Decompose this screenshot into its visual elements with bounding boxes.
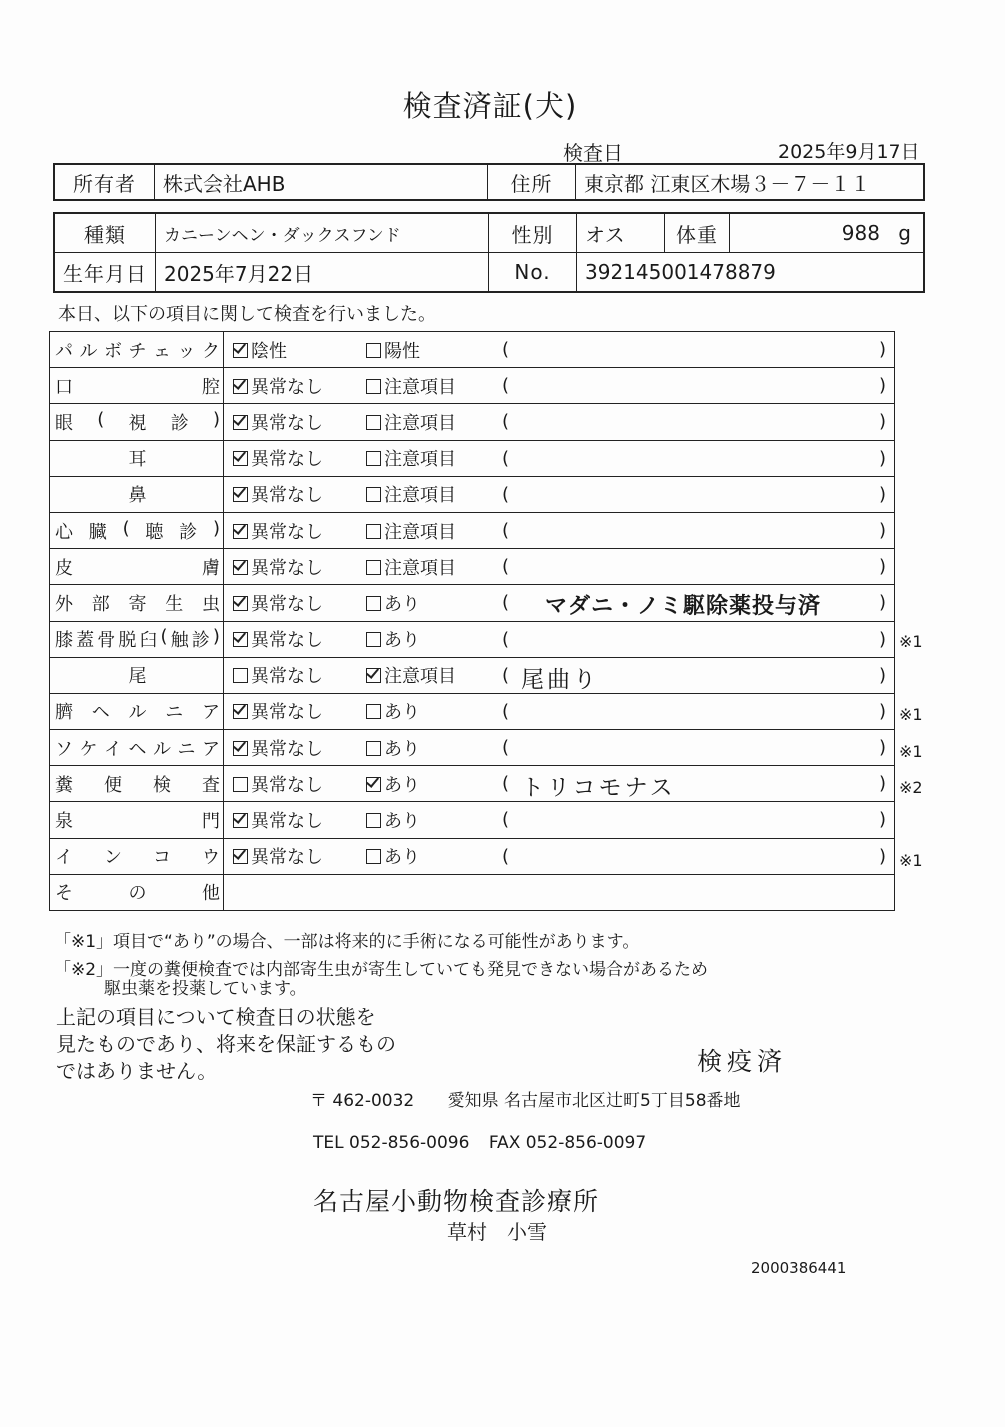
option-1-checkbox[interactable] — [233, 487, 248, 502]
option-1-cell — [224, 332, 367, 368]
open-paren: ( — [502, 411, 510, 433]
note-cell — [499, 621, 895, 657]
breed-value: カニーンヘン・ダックスフンド — [156, 213, 489, 253]
option-1-cell — [224, 512, 367, 548]
open-paren: ( — [502, 592, 510, 614]
postal-code: 〒 462-0032 — [310, 1091, 415, 1111]
close-paren: ) — [878, 592, 886, 614]
option-2-checkbox[interactable] — [366, 451, 381, 466]
quarantine-stamp: 検疫済 — [697, 1047, 788, 1076]
owner-value: 株式会社AHB — [155, 164, 488, 200]
open-paren: ( — [502, 845, 510, 867]
option-2-checkbox[interactable] — [366, 596, 381, 611]
option-1-checkbox[interactable] — [233, 451, 248, 466]
handwritten-note: トリコモナス — [521, 775, 676, 802]
item-name: 泉 門 — [55, 811, 220, 833]
option-2-label: あり — [384, 774, 420, 796]
inspection-date-label: 検査日 — [563, 141, 623, 165]
option-1-cell — [224, 476, 367, 512]
option-1-label: 異常なし — [251, 666, 323, 688]
note-cell — [499, 657, 895, 693]
clinic-address-line — [310, 1086, 741, 1111]
close-paren: ) — [878, 339, 886, 360]
note-cell — [499, 404, 895, 440]
option-2-cell — [366, 802, 499, 838]
option-1-cell — [224, 404, 367, 440]
item-name: ソ ケ イ ヘ ル ニ ア — [55, 738, 220, 760]
inspection-row — [50, 838, 895, 874]
option-2-cell — [366, 838, 499, 874]
option-2-cell — [366, 404, 499, 440]
option-2-label: あり — [384, 847, 420, 869]
close-paren: ) — [878, 773, 886, 795]
option-1-cell — [224, 621, 367, 657]
item-name: 糞 便 検 査 — [55, 774, 220, 796]
item-name-cell — [50, 368, 224, 404]
option-2-label: 注意項目 — [384, 485, 456, 507]
option-2-label: 注意項目 — [384, 412, 456, 434]
open-paren: ( — [502, 483, 510, 505]
note-cell — [499, 730, 895, 766]
open-paren: ( — [502, 628, 510, 650]
option-2-cell — [366, 440, 499, 476]
address-value: 東京都 江東区木場３－７－１１ — [576, 164, 925, 200]
number-value: 392145001478879 — [577, 253, 925, 293]
clinic-address: 愛知県 名古屋市北区辻町5丁目58番地 — [447, 1091, 741, 1111]
note-cell — [499, 549, 895, 585]
option-1-cell — [224, 730, 367, 766]
note-cell — [499, 802, 895, 838]
close-paren: ) — [878, 628, 886, 650]
option-1-label: 異常なし — [251, 485, 323, 507]
option-1-cell — [224, 657, 367, 693]
item-name-cell — [50, 585, 224, 621]
item-name-cell — [50, 693, 224, 729]
footnote-2-line1: 「※2」一度の糞便検査では内部寄生虫が寄生していても発見できない場合があるため — [54, 960, 709, 980]
inspection-row — [50, 621, 895, 657]
close-paren: ) — [878, 447, 886, 469]
weight-value: 988 — [841, 221, 880, 245]
inspection-date-value: 2025年9月17日 — [778, 141, 920, 163]
item-name-cell — [50, 549, 224, 585]
inspection-row — [50, 585, 895, 621]
item-name-cell — [50, 730, 224, 766]
inspection-row — [50, 368, 895, 404]
option-1-checkbox[interactable] — [233, 560, 248, 575]
option-2-checkbox[interactable] — [366, 343, 381, 358]
option-1-checkbox[interactable] — [233, 777, 248, 792]
inspection-row — [50, 730, 895, 766]
option-1-cell — [224, 693, 367, 729]
open-paren: ( — [502, 556, 510, 578]
option-1-checkbox[interactable] — [233, 668, 248, 683]
item-name: 臍 ヘ ル ニ ア — [55, 702, 220, 724]
disclaimer-line-1: 上記の項目について検査日の状態を — [56, 1005, 376, 1029]
item-name-cell — [50, 440, 224, 476]
option-1-label: 異常なし — [251, 376, 323, 398]
option-1-label: 異常なし — [251, 774, 323, 796]
option-2-label: 注意項目 — [384, 376, 456, 398]
breed-label: 種類 — [54, 213, 156, 253]
note-cell — [499, 585, 895, 621]
option-2-checkbox[interactable] — [366, 741, 381, 756]
open-paren: ( — [502, 339, 510, 360]
option-2-label: あり — [384, 702, 420, 724]
option-2-label: 注意項目 — [384, 666, 456, 688]
open-paren: ( — [502, 375, 510, 397]
weight-label: 体重 — [665, 213, 730, 253]
item-name-cell — [50, 874, 224, 910]
option-2-label: 注意項目 — [384, 449, 456, 471]
item-name: 心 臓 ( 聴 診 ) — [55, 517, 220, 543]
item-name: 眼 ( 視 診 ) — [55, 408, 220, 434]
open-paren: ( — [502, 519, 510, 541]
inspection-row — [50, 440, 895, 476]
owner-table — [53, 163, 925, 201]
option-2-cell — [366, 585, 499, 621]
note-text: マダニ・ノミ駆除薬投与済 — [545, 594, 822, 620]
option-2-cell — [366, 476, 499, 512]
inspection-row — [50, 802, 895, 838]
address-label: 住所 — [488, 164, 576, 200]
option-1-checkbox[interactable] — [233, 704, 248, 719]
close-paren: ) — [878, 519, 886, 541]
note-cell — [499, 693, 895, 729]
page-title: 検査済証(犬) — [402, 89, 578, 123]
animal-table — [53, 212, 925, 293]
option-2-cell — [366, 332, 499, 368]
inspection-row — [50, 512, 895, 548]
close-paren: ) — [878, 809, 886, 831]
option-1-label: 異常なし — [251, 702, 323, 724]
option-1-label: 異常なし — [251, 593, 323, 615]
close-paren: ) — [878, 737, 886, 759]
footnote-2-line2: 駆虫薬を投薬しています。 — [104, 979, 307, 999]
item-name-cell — [50, 512, 224, 548]
inspection-row-other — [50, 874, 895, 910]
option-2-checkbox[interactable] — [366, 849, 381, 864]
item-name-cell — [50, 657, 224, 693]
item-name-cell — [50, 766, 224, 802]
option-2-label: あり — [384, 593, 420, 615]
item-name-cell — [50, 802, 224, 838]
option-2-checkbox[interactable] — [366, 524, 381, 539]
option-1-label: 異常なし — [251, 557, 323, 579]
option-1-checkbox[interactable] — [233, 596, 248, 611]
inspection-table — [49, 331, 895, 911]
close-paren: ) — [878, 845, 886, 867]
option-2-label: あり — [384, 630, 420, 652]
side-mark: ※2 — [899, 778, 923, 798]
open-paren: ( — [502, 809, 510, 831]
side-mark: ※1 — [899, 705, 923, 724]
open-paren: ( — [502, 700, 510, 722]
option-2-checkbox[interactable] — [366, 813, 381, 828]
note-cell — [499, 838, 895, 874]
note-cell — [499, 766, 895, 802]
side-mark: ※1 — [899, 741, 923, 761]
option-2-label: 注意項目 — [384, 557, 456, 579]
tel-number: TEL 052-856-0096 — [313, 1133, 470, 1153]
inspection-row — [50, 476, 895, 512]
item-name-cell — [50, 404, 224, 440]
option-2-checkbox[interactable] — [366, 632, 381, 647]
option-2-checkbox[interactable] — [366, 704, 381, 719]
option-1-checkbox[interactable] — [233, 632, 248, 647]
option-1-label: 異常なし — [251, 811, 323, 833]
option-1-cell — [224, 838, 367, 874]
close-paren: ) — [878, 556, 886, 578]
option-2-checkbox[interactable] — [366, 560, 381, 575]
item-name: 尾 — [128, 666, 147, 688]
option-1-label: 陰性 — [251, 340, 287, 362]
option-2-cell — [366, 766, 499, 802]
item-name: 鼻 — [128, 485, 147, 507]
close-paren: ) — [878, 700, 886, 722]
option-1-label: 異常なし — [251, 449, 323, 471]
option-2-cell — [366, 657, 499, 693]
sex-value: オス — [577, 213, 665, 253]
inspection-row — [50, 549, 895, 585]
item-name: 外 部 寄 生 虫 — [55, 593, 220, 615]
note-cell — [499, 512, 895, 548]
option-1-cell — [224, 440, 367, 476]
inspection-row — [50, 766, 895, 802]
option-2-label: 陽性 — [384, 340, 420, 362]
option-1-checkbox[interactable] — [233, 813, 248, 828]
item-name: 皮 膚 — [55, 557, 220, 579]
handwritten-note: 尾曲り — [521, 666, 599, 693]
owner-label: 所有者 — [54, 164, 155, 200]
option-2-cell — [366, 730, 499, 766]
open-paren: ( — [502, 447, 510, 469]
inspection-row — [50, 693, 895, 729]
disclaimer-line-2: 見たものであり、将来を保証するもの — [56, 1032, 396, 1056]
option-2-checkbox[interactable] — [366, 487, 381, 502]
other-note-cell — [224, 874, 895, 910]
item-name: パ ル ボ チ ェ ッ ク — [55, 340, 220, 362]
option-2-label: あり — [384, 738, 420, 760]
item-name-cell — [50, 476, 224, 512]
option-1-label: 異常なし — [251, 630, 323, 652]
open-paren: ( — [502, 664, 510, 686]
option-1-checkbox[interactable] — [233, 415, 248, 430]
vet-name: 草村 小雪 — [447, 1220, 547, 1244]
close-paren: ) — [878, 664, 886, 686]
item-name: イ ン コ ウ — [55, 847, 220, 869]
item-name-cell — [50, 332, 224, 368]
option-1-label: 異常なし — [251, 521, 323, 543]
side-mark: ※1 — [899, 631, 923, 651]
option-1-checkbox[interactable] — [233, 379, 248, 394]
option-2-cell — [366, 693, 499, 729]
option-1-checkbox[interactable] — [233, 849, 248, 864]
option-2-label: あり — [384, 811, 420, 833]
option-2-label: 注意項目 — [384, 521, 456, 543]
item-name-cell — [50, 621, 224, 657]
inspection-row — [50, 404, 895, 440]
item-name: 膝 蓋 骨 脱 臼 ( 触 診 ) — [55, 626, 220, 652]
note-cell — [499, 440, 895, 476]
option-1-checkbox[interactable] — [233, 343, 248, 358]
footnote-1: 「※1」項目で“あり”の場合、一部は将来的に手術になる可能性があります。 — [54, 932, 640, 952]
fax-number: FAX 052-856-0097 — [488, 1133, 647, 1153]
inspection-row — [50, 332, 895, 368]
contact-line — [313, 1133, 646, 1153]
option-1-checkbox[interactable] — [233, 524, 248, 539]
option-1-label: 異常なし — [251, 847, 323, 869]
open-paren: ( — [502, 773, 510, 795]
inspection-row — [50, 657, 895, 693]
option-2-cell — [366, 512, 499, 548]
close-paren: ) — [878, 411, 886, 433]
option-1-cell — [224, 585, 367, 621]
serial-number: 2000386441 — [751, 1259, 847, 1277]
close-paren: ) — [878, 483, 886, 505]
birth-label: 生年月日 — [54, 253, 156, 293]
side-mark: ※1 — [899, 851, 923, 871]
item-name: そ の 他 — [55, 883, 220, 905]
option-2-cell — [366, 621, 499, 657]
option-2-checkbox[interactable] — [366, 668, 381, 683]
disclaimer-line-3: ではありません。 — [56, 1059, 218, 1083]
clinic-name: 名古屋小動物検査診療所 — [313, 1187, 600, 1216]
option-2-cell — [366, 549, 499, 585]
item-name: 口 腔 — [55, 376, 220, 398]
option-2-checkbox[interactable] — [366, 379, 381, 394]
weight-unit: g — [898, 221, 911, 245]
option-1-cell — [224, 766, 367, 802]
option-1-cell — [224, 368, 367, 404]
disclaimer — [56, 1004, 396, 1085]
option-1-label: 異常なし — [251, 412, 323, 434]
note-cell — [499, 332, 895, 368]
option-1-cell — [224, 802, 367, 838]
birth-value: 2025年7月22日 — [156, 253, 489, 293]
item-name: 耳 — [128, 449, 147, 471]
option-2-cell — [366, 368, 499, 404]
option-2-checkbox[interactable] — [366, 415, 381, 430]
option-1-checkbox[interactable] — [233, 741, 248, 756]
item-name-cell — [50, 838, 224, 874]
sex-label: 性別 — [489, 213, 577, 253]
option-1-cell — [224, 549, 367, 585]
weight-cell — [730, 213, 925, 253]
number-label: No. — [489, 253, 577, 293]
intro-text: 本日、以下の項目に関して検査を行いました。 — [58, 304, 436, 325]
note-cell — [499, 476, 895, 512]
option-2-checkbox[interactable] — [366, 777, 381, 792]
option-1-label: 異常なし — [251, 738, 323, 760]
open-paren: ( — [502, 737, 510, 759]
note-cell — [499, 368, 895, 404]
close-paren: ) — [878, 375, 886, 397]
